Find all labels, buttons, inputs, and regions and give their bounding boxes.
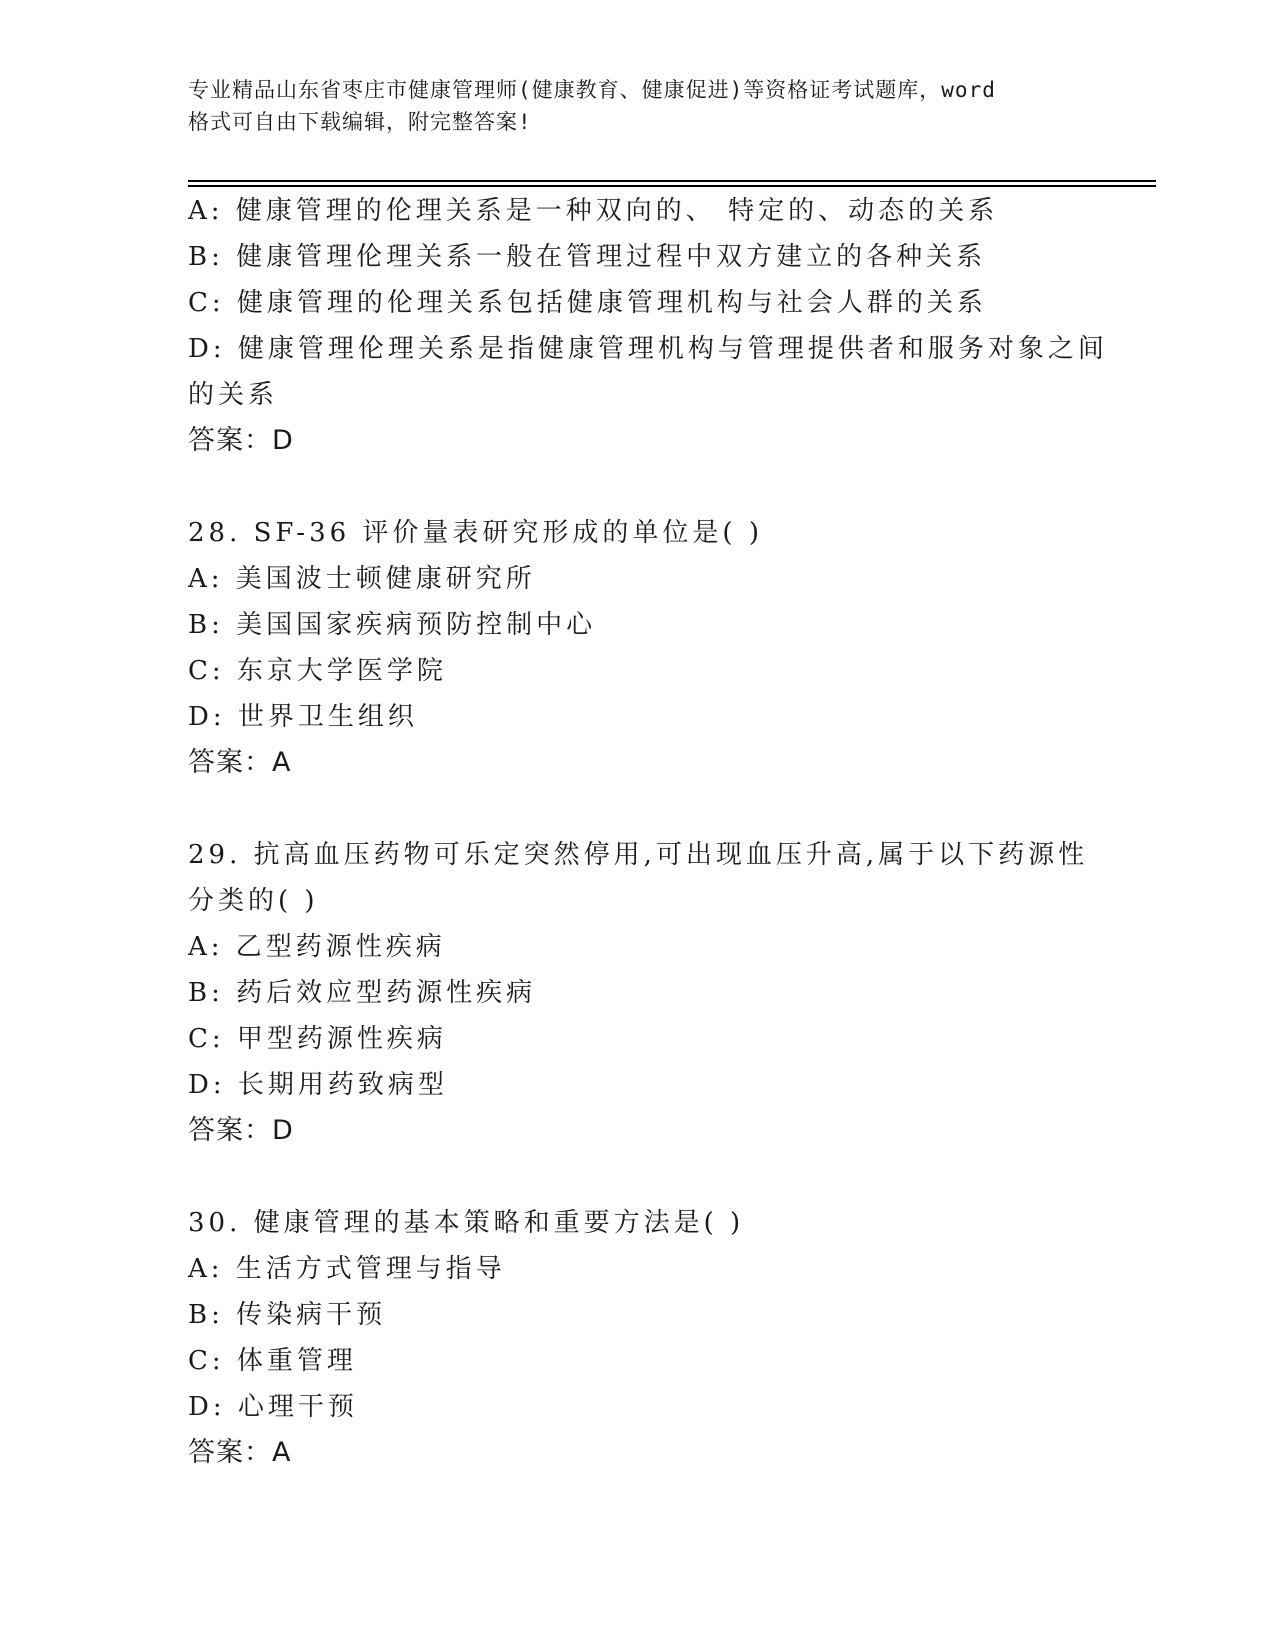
- option-d: D: 心理干预: [188, 1392, 358, 1422]
- option-b: B: 药后效应型药源性疾病: [188, 978, 537, 1008]
- option-a: A: 生活方式管理与指导: [188, 1254, 506, 1284]
- question-27: [188, 188, 1108, 464]
- answer: 答案：D: [188, 1115, 294, 1146]
- answer: 答案：A: [188, 747, 292, 778]
- option-b: B: 传染病干预: [188, 1300, 387, 1330]
- option-a: A: 乙型药源性疾病: [188, 932, 446, 962]
- option-c: C: 健康管理的伦理关系包括健康管理机构与社会人群的关系: [188, 288, 987, 318]
- answer: 答案：D: [188, 425, 294, 456]
- question-28: [188, 510, 1088, 786]
- option-b: B: 美国国家疾病预防控制中心: [188, 610, 597, 640]
- option-c: C: 甲型药源性疾病: [188, 1024, 447, 1054]
- option-d-continued: 的关系: [188, 380, 279, 410]
- option-d: D: 健康管理伦理关系是指健康管理机构与管理提供者和服务对象之间: [188, 334, 1108, 364]
- document-header: [188, 74, 1088, 138]
- answer: 答案：A: [188, 1437, 292, 1468]
- question-stem: 30. 健康管理的基本策略和重要方法是( ): [188, 1208, 745, 1238]
- header-rule-top: [188, 180, 1156, 182]
- question-list: [188, 188, 1108, 1476]
- question-stem-continued: 分类的( ): [188, 886, 319, 916]
- option-a: A: 健康管理的伦理关系是一种双向的、 特定的、动态的关系: [188, 196, 999, 226]
- question-30: [188, 1200, 1088, 1476]
- question-stem: 29. 抗高血压药物可乐定突然停用,可出现血压升高,属于以下药源性: [188, 840, 1089, 870]
- option-a: A: 美国波士顿健康研究所: [188, 564, 536, 594]
- question-stem: 28. SF-36 评价量表研究形成的单位是( ): [188, 518, 763, 548]
- option-d: D: 世界卫生组织: [188, 702, 418, 732]
- header-rule-bottom: [188, 185, 1156, 187]
- header-line-1: 专业精品山东省枣庄市健康管理师(健康教育、健康促进)等资格证考试题库，word: [188, 78, 996, 102]
- option-c: C: 体重管理: [188, 1346, 357, 1376]
- option-c: C: 东京大学医学院: [188, 656, 447, 686]
- question-29: [188, 832, 1088, 1154]
- option-b: B: 健康管理伦理关系一般在管理过程中双方建立的各种关系: [188, 242, 987, 272]
- header-line-2: 格式可自由下载编辑，附完整答案!: [188, 110, 532, 134]
- option-d: D: 长期用药致病型: [188, 1070, 448, 1100]
